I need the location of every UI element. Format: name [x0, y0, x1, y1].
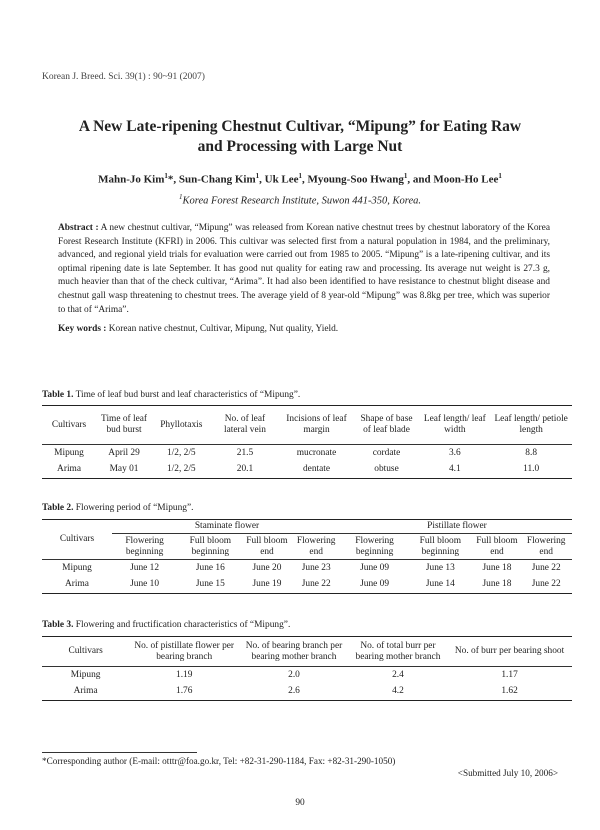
- table3-cell: 2.0: [288, 669, 300, 680]
- table2-subheader-cell: Full bloom end: [476, 535, 518, 557]
- table2-subheader-cell: Full bloom end: [246, 535, 288, 557]
- table1-cell: 1/2, 2/5: [166, 447, 196, 458]
- table1-cell: mucronate: [296, 447, 337, 458]
- author-separator: ,: [259, 173, 265, 186]
- table1-cell: May 01: [109, 464, 139, 475]
- table1-cell: 11.0: [523, 464, 540, 475]
- table3-cell: 1.19: [176, 669, 193, 680]
- keywords-label: Key words :: [58, 324, 107, 334]
- table1-caption-text: Time of leaf bud burst and leaf characteristics of “Mipung”.: [75, 390, 301, 400]
- affiliation-text: Korea Forest Research Institute, Suwon 441-350, Korea.: [182, 195, 421, 207]
- table2-cell: June 13: [425, 562, 455, 573]
- table1-cell: 21.5: [236, 447, 254, 458]
- author-affil-sup: 1: [298, 172, 303, 180]
- table1-cell: cordate: [372, 447, 401, 458]
- author-name: Sun-Chang Kim: [178, 173, 256, 186]
- table2-cell: June 22: [531, 579, 561, 590]
- table2-subheader-cell: Full bloom beginning: [189, 535, 232, 557]
- author-name: Mahn-Jo Kim: [98, 173, 165, 186]
- table3-cell: 1.76: [176, 686, 193, 697]
- table2-cell: June 09: [360, 562, 390, 573]
- table1-cell: dentate: [302, 464, 331, 475]
- footnote-divider: [42, 752, 197, 753]
- table1-caption: [42, 390, 300, 400]
- table2-subheader-cell: Flowering beginning: [355, 535, 394, 557]
- table3-caption-text: Flowering and fructification characteristics of “Mipung”.: [75, 620, 291, 630]
- table2-subheader-row: [42, 534, 572, 560]
- table2: [42, 519, 572, 594]
- author-affil-sup: 1: [498, 172, 502, 180]
- table3-label: Table 3.: [42, 620, 74, 630]
- table3-header-cell: No. of total burr per bearing mother branch: [355, 640, 441, 662]
- submission-date: <Submitted July 10, 2006>: [457, 768, 558, 778]
- affiliation-sup: 1: [179, 193, 183, 201]
- table3-cell: 1.17: [501, 669, 518, 680]
- table1-cell: 20.1: [236, 464, 254, 475]
- table2-subheader-cell: Full bloom beginning: [419, 535, 462, 557]
- table1-header-cell: Phyllotaxis: [160, 419, 203, 430]
- corresponding-mark: *: [167, 173, 174, 186]
- table1-header-cell: Incisions of leaf margin: [286, 414, 347, 435]
- table3-cell: 1.62: [501, 686, 518, 697]
- table2-cell: June 18: [482, 562, 512, 573]
- table2-cell: June 14: [425, 579, 455, 590]
- table3-cell: Mipung: [70, 669, 101, 680]
- author-and: , and: [407, 173, 434, 186]
- table2-caption-text: Flowering period of “Mipung”.: [75, 503, 194, 513]
- table3-header-cell: No. of bearing branch per bearing mother branch: [245, 640, 343, 662]
- table2-group-row: [42, 520, 572, 534]
- table3-header-cell: No. of burr per bearing shoot: [454, 646, 565, 656]
- table1-cell: 1/2, 2/5: [166, 464, 196, 475]
- table1-cell: 3.6: [448, 447, 461, 458]
- table1-header-cell: No. of leaf lateral vein: [224, 414, 266, 435]
- author-affil-sup: 1: [164, 172, 168, 180]
- table-row: [42, 445, 572, 462]
- table1-cell: 8.8: [525, 447, 538, 458]
- abstract-label: Abstract :: [58, 223, 99, 233]
- table1-cell: obtuse: [374, 464, 399, 475]
- table2-cell: June 23: [301, 562, 331, 573]
- abstract: [58, 222, 550, 317]
- table1-header-cell: Time of leaf bud burst: [101, 414, 148, 435]
- table2-group-header: Pistillate flower: [342, 520, 572, 534]
- table2-header-cell: Cultivars: [42, 520, 112, 560]
- table-row: [42, 560, 572, 577]
- table3-header-cell: Cultivars: [68, 646, 103, 656]
- table2-cell: Arima: [65, 579, 89, 590]
- table3: [42, 636, 572, 701]
- author-list: [40, 172, 560, 186]
- table3-cell: 2.4: [392, 669, 404, 680]
- table1-cell: April 29: [108, 447, 140, 458]
- table2-cell: Mipung: [62, 562, 92, 573]
- table1-header-cell: Shape of base of leaf blade: [360, 414, 413, 435]
- table2-cell: June 22: [531, 562, 561, 573]
- table1-header-cell: Leaf length/ petiole length: [494, 414, 568, 435]
- table2-cell: June 09: [360, 579, 390, 590]
- author-affil-sup: 1: [403, 172, 408, 180]
- author-separator: ,: [173, 173, 179, 186]
- table-row: [42, 684, 572, 701]
- table2-subheader-cell: Flowering end: [526, 535, 566, 557]
- table1-cell: Arima: [57, 464, 81, 475]
- table3-cell: 2.6: [288, 686, 300, 697]
- table1-cell: 4.1: [448, 464, 461, 475]
- table3-header-row: [42, 637, 572, 667]
- table3-cell: Arima: [73, 686, 98, 697]
- abstract-text: A new chestnut cultivar, “Mipung” was released from Korean native chestnut trees by chestnut laboratory of the Korea Forest Research Institute (KFRI) in 2006. This cultivar was selected first from a natural population in 1984, and the preliminary, advanced, and regional yield trials for evaluation were carried out from 1985 to 2005. “Mipung” is a late-ripening cultivar, and its optimal ripening date is late September. It has good nut quality for eating raw and processing. Its average nut weight is 27.3 g, much heavier than that of the check cultivar, “Arima”. It had also been identified to have resistance to chestnut blight disease and chestnut gall wasp threatening to chestnut trees. The average yield of 8 year-old “Mipung” was 8.8kg per tree, which was superior to that of “Arima”.: [58, 223, 550, 315]
- title-line-1: A New Late-ripening Chestnut Cultivar, “Mipung” for Eating Raw: [78, 118, 522, 135]
- table1-header-cell: Cultivars: [51, 419, 87, 430]
- corresponding-author-footnote: *Corresponding author (E-mail: otttr@foa.go.kr, Tel: +82-31-290-1184, Fax: +82-31-290-1050): [42, 756, 396, 766]
- table1-label: Table 1.: [42, 390, 74, 400]
- paper-title: [40, 117, 560, 157]
- table2-cell: June 22: [301, 579, 331, 590]
- table2-label: Table 2.: [42, 503, 74, 513]
- title-line-2: and Processing with Large Nut: [197, 138, 403, 155]
- table2-cell: June 12: [130, 562, 160, 573]
- table3-caption: [42, 620, 290, 630]
- table2-cell: June 19: [252, 579, 282, 590]
- table2-cell: June 10: [130, 579, 160, 590]
- table-row: [42, 667, 572, 684]
- table2-group-header: Staminate flower: [112, 520, 342, 534]
- table2-subheader-cell: Flowering end: [296, 535, 336, 557]
- table1-header-row: [42, 406, 572, 445]
- table1: [42, 405, 572, 479]
- table2-caption: [42, 503, 193, 513]
- page-number: 90: [295, 798, 305, 808]
- table3-header-cell: No. of pistillate flower per bearing branch: [134, 640, 235, 662]
- author-affil-sup: 1: [255, 172, 260, 180]
- table1-cell: Mipung: [54, 447, 84, 458]
- table1-header-cell: Leaf length/ leaf width: [423, 414, 486, 435]
- table2-cell: June 15: [195, 579, 225, 590]
- author-name: Myoung-Soo Hwang: [307, 173, 404, 186]
- table-row: [42, 577, 572, 594]
- table2-cell: June 16: [195, 562, 225, 573]
- keywords: [58, 324, 550, 334]
- table3-cell: 4.2: [392, 686, 404, 697]
- author-name: Moon-Ho Lee: [433, 173, 499, 186]
- author-separator: ,: [302, 173, 308, 186]
- keywords-text: Korean native chestnut, Cultivar, Mipung, Nut quality, Yield.: [108, 324, 339, 334]
- table2-subheader-cell: Flowering beginning: [125, 535, 164, 557]
- affiliation: [40, 193, 560, 207]
- table-row: [42, 462, 572, 479]
- author-name: Uk Lee: [264, 173, 299, 186]
- table2-cell: June 20: [252, 562, 282, 573]
- table2-cell: June 18: [482, 579, 512, 590]
- journal-citation: Korean J. Breed. Sci. 39(1) : 90~91 (2007): [42, 72, 205, 82]
